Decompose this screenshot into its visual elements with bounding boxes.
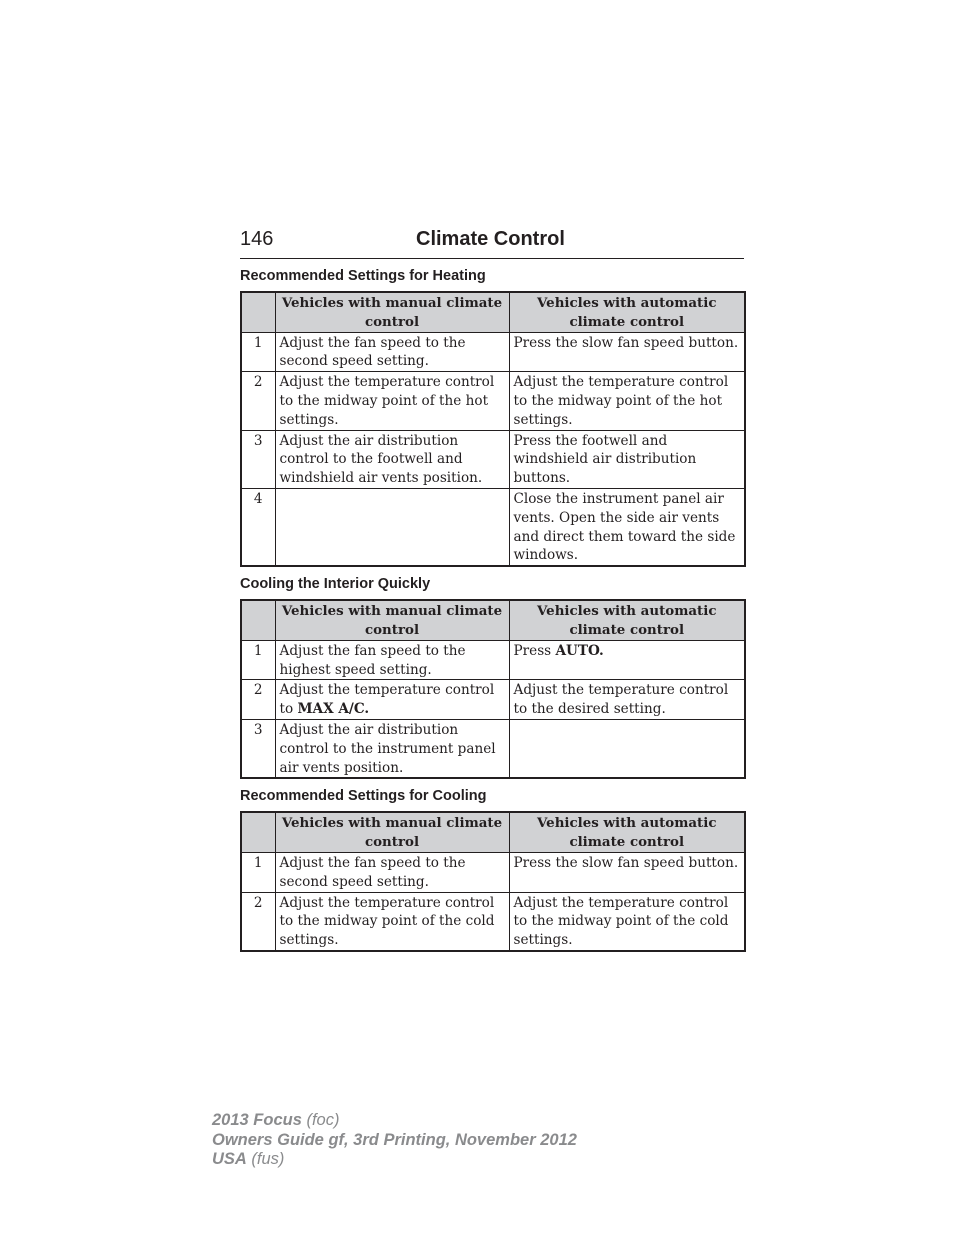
row-number: 4 bbox=[241, 488, 275, 566]
footer-market-code: (fus) bbox=[246, 1150, 285, 1168]
manual-cell: Adjust the air distribution control to the footwell and windshield air vents position. bbox=[275, 430, 509, 488]
automatic-cell: Press the footwell and windshield air distribution buttons. bbox=[509, 430, 745, 488]
table-header-row bbox=[241, 600, 745, 640]
header-manual: Vehicles with manual climate control bbox=[275, 600, 509, 640]
header-automatic: Vehicles with automatic climate control bbox=[509, 292, 745, 332]
manual-cell: Adjust the temperature control to the midway point of the hot settings. bbox=[275, 372, 509, 430]
table-row bbox=[241, 852, 745, 892]
automatic-cell: Adjust the temperature control to the desired setting. bbox=[509, 680, 745, 720]
manual-cell: Adjust the fan speed to the highest speed setting. bbox=[275, 640, 509, 680]
table-row bbox=[241, 640, 745, 680]
row-number: 3 bbox=[241, 430, 275, 488]
footer-line-market bbox=[212, 1150, 577, 1170]
automatic-cell: Press the slow fan speed button. bbox=[509, 332, 745, 372]
section-title-cooling: Recommended Settings for Cooling bbox=[240, 788, 487, 805]
table-row bbox=[241, 892, 745, 951]
table-header-row bbox=[241, 812, 745, 852]
table-row bbox=[241, 719, 745, 778]
footer-line-model bbox=[212, 1111, 577, 1131]
table-row bbox=[241, 680, 745, 720]
cell-bold-text: MAX A/C. bbox=[297, 701, 370, 718]
row-number: 2 bbox=[241, 680, 275, 720]
manual-page bbox=[240, 228, 744, 952]
header-automatic: Vehicles with automatic climate control bbox=[509, 812, 745, 852]
cell-bold-text: AUTO. bbox=[555, 642, 604, 659]
manual-cell: Adjust the fan speed to the second speed setting. bbox=[275, 852, 509, 892]
automatic-cell: Adjust the temperature control to the midway point of the cold settings. bbox=[509, 892, 745, 951]
footer-market: USA bbox=[212, 1150, 247, 1168]
manual-cell: Adjust the temperature control to the midway point of the cold settings. bbox=[275, 892, 509, 951]
page-number: 146 bbox=[240, 228, 274, 250]
table-header-row bbox=[241, 292, 745, 332]
cell-text: Press bbox=[513, 642, 556, 659]
row-number: 1 bbox=[241, 332, 275, 372]
table-row bbox=[241, 332, 745, 372]
section-title-cooling-quickly: Cooling the Interior Quickly bbox=[240, 576, 431, 593]
section-title-heating: Recommended Settings for Heating bbox=[240, 268, 486, 284]
table-row bbox=[241, 488, 745, 566]
header-blank-cell bbox=[241, 600, 275, 640]
row-number: 1 bbox=[241, 640, 275, 680]
cooling-settings-table bbox=[240, 811, 746, 952]
header-manual: Vehicles with manual climate control bbox=[275, 292, 509, 332]
manual-cell: Adjust the air distribution control to the instrument panel air vents position. bbox=[275, 719, 509, 778]
row-number: 2 bbox=[241, 892, 275, 951]
manual-cell bbox=[275, 488, 509, 566]
automatic-cell: Press the slow fan speed button. bbox=[509, 852, 745, 892]
header-automatic: Vehicles with automatic climate control bbox=[509, 600, 745, 640]
header-manual: Vehicles with manual climate control bbox=[275, 812, 509, 852]
row-number: 3 bbox=[241, 719, 275, 778]
footer-model-code: (foc) bbox=[301, 1111, 340, 1129]
page-header bbox=[240, 228, 744, 259]
manual-cell bbox=[275, 680, 509, 720]
footer-edition: Owners Guide gf, 3rd Printing, November 2012 bbox=[212, 1130, 577, 1149]
manual-cell: Adjust the fan speed to the second speed setting. bbox=[275, 332, 509, 372]
page-title: Climate Control bbox=[416, 228, 565, 250]
header-blank-cell bbox=[241, 292, 275, 332]
footer-model: 2013 Focus bbox=[212, 1111, 302, 1129]
document-footer bbox=[212, 1111, 577, 1170]
table-row bbox=[241, 372, 745, 430]
cooling-quickly-table bbox=[240, 599, 746, 779]
automatic-cell bbox=[509, 719, 745, 778]
row-number: 1 bbox=[241, 852, 275, 892]
automatic-cell: Close the instrument panel air vents. Open the side air vents and direct them toward the side windows. bbox=[509, 488, 745, 566]
heating-settings-table bbox=[240, 291, 746, 567]
row-number: 2 bbox=[241, 372, 275, 430]
table-row bbox=[241, 430, 745, 488]
automatic-cell: Adjust the temperature control to the midway point of the hot settings. bbox=[509, 372, 745, 430]
automatic-cell bbox=[509, 640, 745, 680]
cell-text: Adjust the temperature control to bbox=[279, 682, 495, 718]
header-blank-cell bbox=[241, 812, 275, 852]
